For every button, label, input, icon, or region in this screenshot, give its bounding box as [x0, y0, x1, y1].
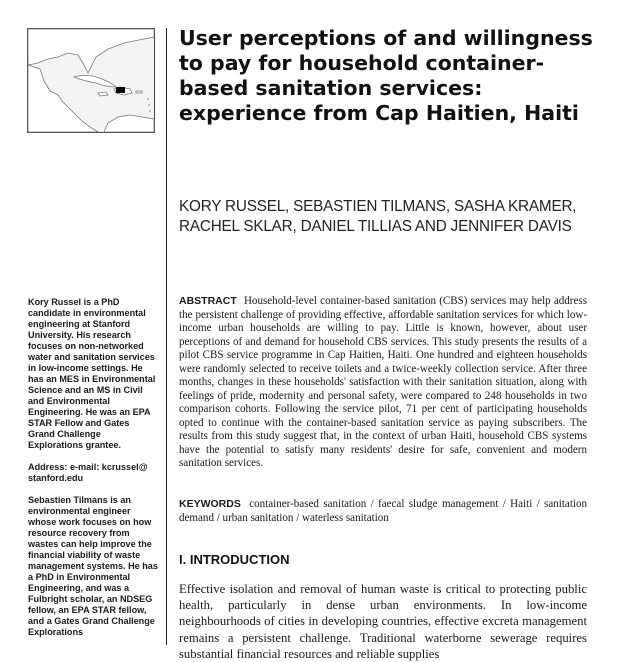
introduction-paragraph: Effective isolation and removal of human waste is critical to protecting public health, particularly in dense urban environments. In low-income neighbourhoods of cities in developing countries, effective excreta management remains a persistent challenge. Traditional waterborne sewerage requires substantial financial resources and reliable supplies: [179, 582, 587, 661]
author-bios-sidebar: [28, 297, 158, 649]
keywords-text: container-based sanitation / faecal sludge management / Haiti / sanitation demand / urban sanitation / waterless sanitation: [179, 498, 588, 524]
map-island-dot: [147, 98, 149, 100]
caribbean-map-graphic: [28, 29, 154, 132]
article-title: User perceptions of and willingness to pay for household container-based sanitation services: experience from Cap Haitien, Haiti: [179, 26, 593, 125]
map-island-jamaica: [98, 92, 108, 96]
abstract-text: Household-level container-based sanitation (CBS) services may help address the persistent challenge of providing effective, affordable sanitation services for which low-income urban households are willing to pay. Little is known, however, about user perceptions of and demand for household CBS services. This study presents the results of a pilot CBS service programme in Cap Haitien, Haiti. One hundred and eighteen households were randomly selected to receive toilets and a twice-weekly collection service. After three months, changes in these households' satisfaction with their sanitation situation, along with feelings of pride, modernity and personal safety, were compared to 248 households in two comparison cohorts. Following the service pilot, 71 per cent of participating households opted to continue with the container-based sanitation service as paying subscribers. The results from this study suggest that, in the context of urban Haiti, household CBS systems have the potential to satisfy many residents' desire for safe, convenient and modern sanitation services.: [179, 295, 587, 469]
author-list: [179, 197, 599, 237]
author-bio: Sebastien Tilmans is an environmental engineer whose work focuses on how resource recovery from wastes can help improve the financial viability of waste management systems. He has a PhD in Environmental Engineering, and was a Fulbright scholar, an NDSEG fellow, an EPA STAR fellow, and a Gates Grand Challenge Explorations: [28, 495, 158, 637]
author-bio: Kory Russel is a PhD candidate in environmental engineering at Stanford University. His research focuses on non-networked water and sanitation services in low-income settings. He has an MES in Environmental Science and an MS in Civil and Environmental Engineering. He was an EPA STAR Fellow and Gates Grand Challenge Explorations grantee.: [28, 297, 156, 450]
abstract-label: ABSTRACT: [179, 295, 237, 307]
map-island-puerto-rico: [136, 91, 142, 93]
haiti-location-marker: [116, 87, 125, 93]
map-island-dot: [149, 110, 151, 112]
location-map: [27, 28, 155, 133]
author-line: KORY RUSSEL, SEBASTIEN TILMANS, SASHA KRAMER,: [179, 198, 577, 215]
author-address: Address: e-mail: kcrussel@ stanford.edu: [28, 462, 148, 483]
map-island-dot: [148, 104, 150, 106]
column-divider: [166, 28, 167, 645]
keywords: [179, 497, 587, 525]
author-line: RACHEL SKLAR, DANIEL TILLIAS AND JENNIFER DAVIS: [179, 218, 572, 235]
abstract: [179, 295, 587, 471]
keywords-label: KEYWORDS: [179, 498, 241, 510]
section-heading: I. INTRODUCTION: [179, 552, 290, 567]
